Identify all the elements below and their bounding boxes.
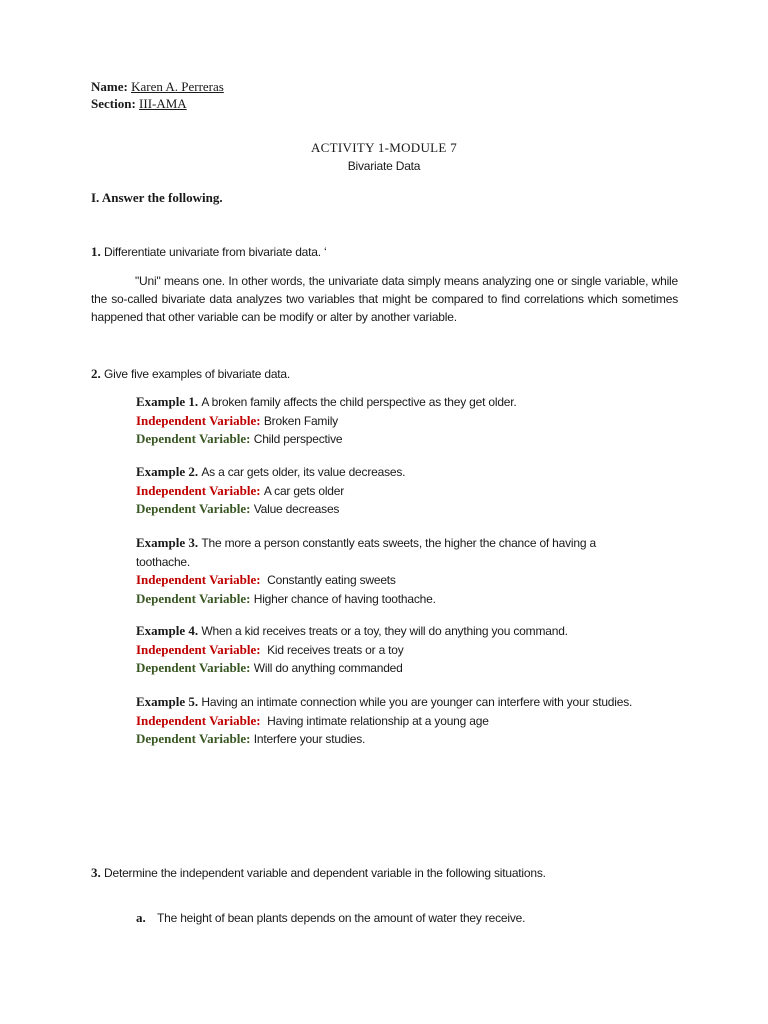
independent-variable-value: Having intimate relationship at a young age — [267, 713, 489, 728]
activity-subtitle-text: Bivariate Data — [347, 159, 421, 173]
example-text: The more a person constantly eats sweets, the higher the chance of having a toothache. — [136, 536, 596, 569]
dependent-variable-value: Value decreases — [253, 502, 340, 517]
example-3 — [136, 534, 681, 608]
question-3-number: 3. — [91, 865, 101, 880]
example-label: Example 5. — [136, 694, 199, 709]
dependent-variable-label: Dependent Variable: — [136, 590, 251, 606]
part1-heading: I. Answer the following. — [91, 190, 223, 205]
independent-variable-label: Independent Variable: — [136, 412, 261, 428]
activity-title-text: ACTIVITY 1-MODULE 7 — [310, 140, 458, 155]
independent-variable-label: Independent Variable: — [136, 712, 261, 728]
question-1 — [91, 244, 327, 260]
dependent-variable-label: Dependent Variable: — [136, 431, 251, 447]
independent-variable-label: Independent Variable: — [136, 572, 261, 588]
independent-variable-value: Broken Family — [263, 413, 338, 428]
question-2-text: Give five examples of bivariate data. — [104, 367, 291, 381]
independent-variable-label: Independent Variable: — [136, 641, 261, 657]
example-label: Example 1. — [136, 394, 199, 409]
independent-variable-label: Independent Variable: — [136, 482, 261, 498]
activity-title — [0, 140, 768, 156]
example-text: A broken family affects the child perspective as they get older. — [201, 395, 517, 409]
question-2 — [91, 366, 290, 382]
example-text: When a kid receives treats or a toy, they will do anything you command. — [201, 624, 568, 638]
question-1-text: Differentiate univariate from bivariate data. ‘ — [104, 245, 327, 259]
example-text: Having an intimate connection while you are younger can interfere with your studies. — [201, 695, 633, 709]
example-label: Example 3. — [136, 535, 199, 550]
question-3 — [91, 865, 546, 881]
example-1 — [136, 393, 681, 449]
activity-subtitle — [0, 158, 768, 174]
example-4 — [136, 622, 681, 678]
dependent-variable-value: Higher chance of having toothache. — [253, 591, 436, 606]
name-value: Karen A. Perreras — [131, 79, 224, 94]
dependent-variable-value: Will do anything commanded — [253, 661, 403, 676]
example-text: As a car gets older, its value decreases. — [201, 465, 406, 479]
question-3-text: Determine the independent variable and dependent variable in the following situations. — [104, 866, 546, 880]
name-label: Name: — [91, 79, 128, 94]
example-label: Example 2. — [136, 464, 199, 479]
independent-variable-value: Constantly eating sweets — [267, 573, 396, 588]
item-text: The height of bean plants depends on the amount of water they receive. — [157, 911, 526, 925]
dependent-variable-label: Dependent Variable: — [136, 501, 251, 517]
independent-variable-value: Kid receives treats or a toy — [267, 642, 404, 657]
example-5 — [136, 693, 681, 749]
dependent-variable-value: Interfere your studies. — [253, 732, 366, 747]
section-value: III-AMA — [139, 96, 187, 111]
question-2-number: 2. — [91, 366, 101, 381]
question-3-item-a — [136, 910, 525, 926]
example-2 — [136, 463, 681, 519]
item-letter: a. — [136, 910, 146, 925]
dependent-variable-label: Dependent Variable: — [136, 731, 251, 747]
dependent-variable-label: Dependent Variable: — [136, 660, 251, 676]
example-label: Example 4. — [136, 623, 199, 638]
independent-variable-value: A car gets older — [263, 483, 345, 498]
question-1-answer: "Uni" means one. In other words, the univariate data simply means analyzing one or single variable, while the so-called bivariate data analyzes two variables that might be compared to find correlations which sometimes happened that other variable can be modify or alter by another variable. — [91, 274, 678, 324]
section-line — [91, 96, 187, 112]
section-label: Section: — [91, 96, 136, 111]
dependent-variable-value: Child perspective — [253, 432, 343, 447]
name-line — [91, 79, 224, 95]
question-1-number: 1. — [91, 244, 101, 259]
